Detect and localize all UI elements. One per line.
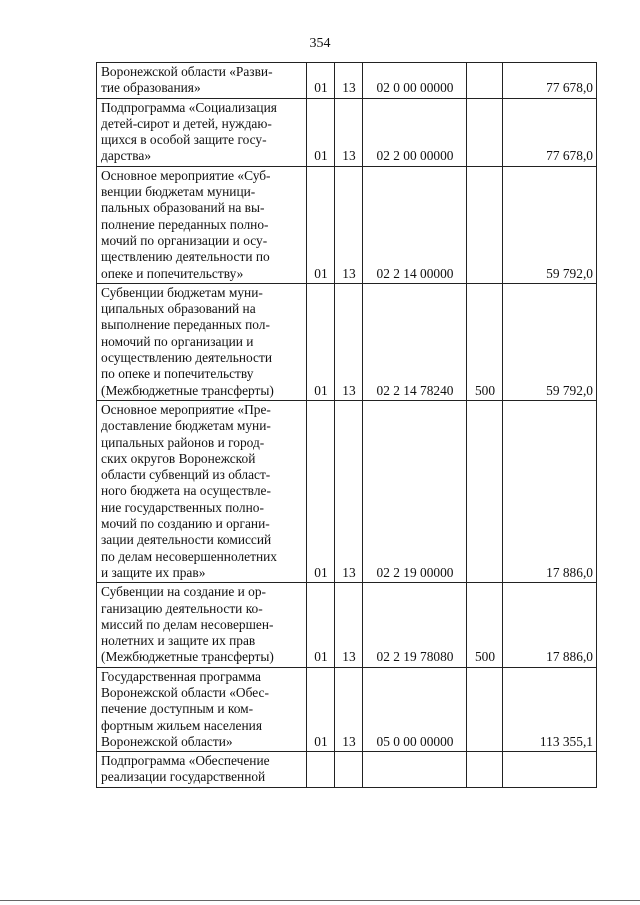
table-row bbox=[97, 400, 597, 582]
row-description: Основное мероприятие «Суб- венции бюджетам муници- пальных образований на вы- полнение переданных полно- мочий по организации и осу- ществлению деятельности по опеке и попечительству» bbox=[97, 166, 307, 283]
amount bbox=[503, 752, 597, 788]
row-description: Основное мероприятие «Пре- доставление бюджетам муни- ципальных районов и город- ских округов Воронежской области субвенций из област- ного бюджета на осуществле- ние государственных полно- мочий по созданию и органи- зации деятельности комиссий по делам несовершеннолетних и защите их прав» bbox=[97, 400, 307, 582]
expense-type-code bbox=[467, 98, 503, 166]
target-article-code: 02 2 19 78080 bbox=[363, 583, 467, 667]
page-bottom-rule bbox=[0, 900, 640, 901]
subsection-code: 13 bbox=[335, 283, 363, 400]
target-article-code: 02 2 14 78240 bbox=[363, 283, 467, 400]
subsection-code: 13 bbox=[335, 400, 363, 582]
row-description: Подпрограмма «Социализация детей-сирот и детей, нуждаю- щихся в особой защите госу- дарства» bbox=[97, 98, 307, 166]
expense-type-code bbox=[467, 400, 503, 582]
section-code: 01 bbox=[307, 98, 335, 166]
target-article-code: 02 2 14 00000 bbox=[363, 166, 467, 283]
table-row bbox=[97, 98, 597, 166]
table-row bbox=[97, 583, 597, 667]
expense-type-code: 500 bbox=[467, 283, 503, 400]
subsection-code: 13 bbox=[335, 63, 363, 99]
table-row bbox=[97, 667, 597, 751]
expense-type-code: 500 bbox=[467, 583, 503, 667]
row-description: Воронежской области «Разви- тие образования» bbox=[97, 63, 307, 99]
expense-type-code bbox=[467, 752, 503, 788]
target-article-code bbox=[363, 752, 467, 788]
section-code: 01 bbox=[307, 400, 335, 582]
target-article-code: 02 0 00 00000 bbox=[363, 63, 467, 99]
amount: 77 678,0 bbox=[503, 63, 597, 99]
section-code: 01 bbox=[307, 283, 335, 400]
table-row bbox=[97, 166, 597, 283]
budget-table bbox=[96, 62, 597, 788]
page-number: 354 bbox=[309, 36, 331, 51]
row-description: Подпрограмма «Обеспечение реализации государственной bbox=[97, 752, 307, 788]
table-row bbox=[97, 283, 597, 400]
subsection-code: 13 bbox=[335, 166, 363, 283]
subsection-code: 13 bbox=[335, 98, 363, 166]
section-code bbox=[307, 752, 335, 788]
subsection-code bbox=[335, 752, 363, 788]
target-article-code: 02 2 19 00000 bbox=[363, 400, 467, 582]
section-code: 01 bbox=[307, 667, 335, 751]
row-description: Государственная программа Воронежской области «Обес- печение доступным и ком- фортным жильем населения Воронежской области» bbox=[97, 667, 307, 751]
section-code: 01 bbox=[307, 583, 335, 667]
subsection-code: 13 bbox=[335, 583, 363, 667]
expense-type-code bbox=[467, 63, 503, 99]
amount: 17 886,0 bbox=[503, 400, 597, 582]
table-row bbox=[97, 752, 597, 788]
expense-type-code bbox=[467, 667, 503, 751]
table-row bbox=[97, 63, 597, 99]
amount: 59 792,0 bbox=[503, 166, 597, 283]
row-description: Субвенции бюджетам муни- ципальных образований на выполнение переданных пол- номочий по организации и осуществлению деятельности по опеке и попечительству (Межбюджетные трансферты) bbox=[97, 283, 307, 400]
amount: 17 886,0 bbox=[503, 583, 597, 667]
target-article-code: 02 2 00 00000 bbox=[363, 98, 467, 166]
row-description: Субвенции на создание и ор- ганизацию деятельности ко- миссий по делам несовершен- нолетних и защите их прав (Межбюджетные трансферты) bbox=[97, 583, 307, 667]
expense-type-code bbox=[467, 166, 503, 283]
amount: 113 355,1 bbox=[503, 667, 597, 751]
section-code: 01 bbox=[307, 166, 335, 283]
target-article-code: 05 0 00 00000 bbox=[363, 667, 467, 751]
section-code: 01 bbox=[307, 63, 335, 99]
subsection-code: 13 bbox=[335, 667, 363, 751]
amount: 77 678,0 bbox=[503, 98, 597, 166]
amount: 59 792,0 bbox=[503, 283, 597, 400]
